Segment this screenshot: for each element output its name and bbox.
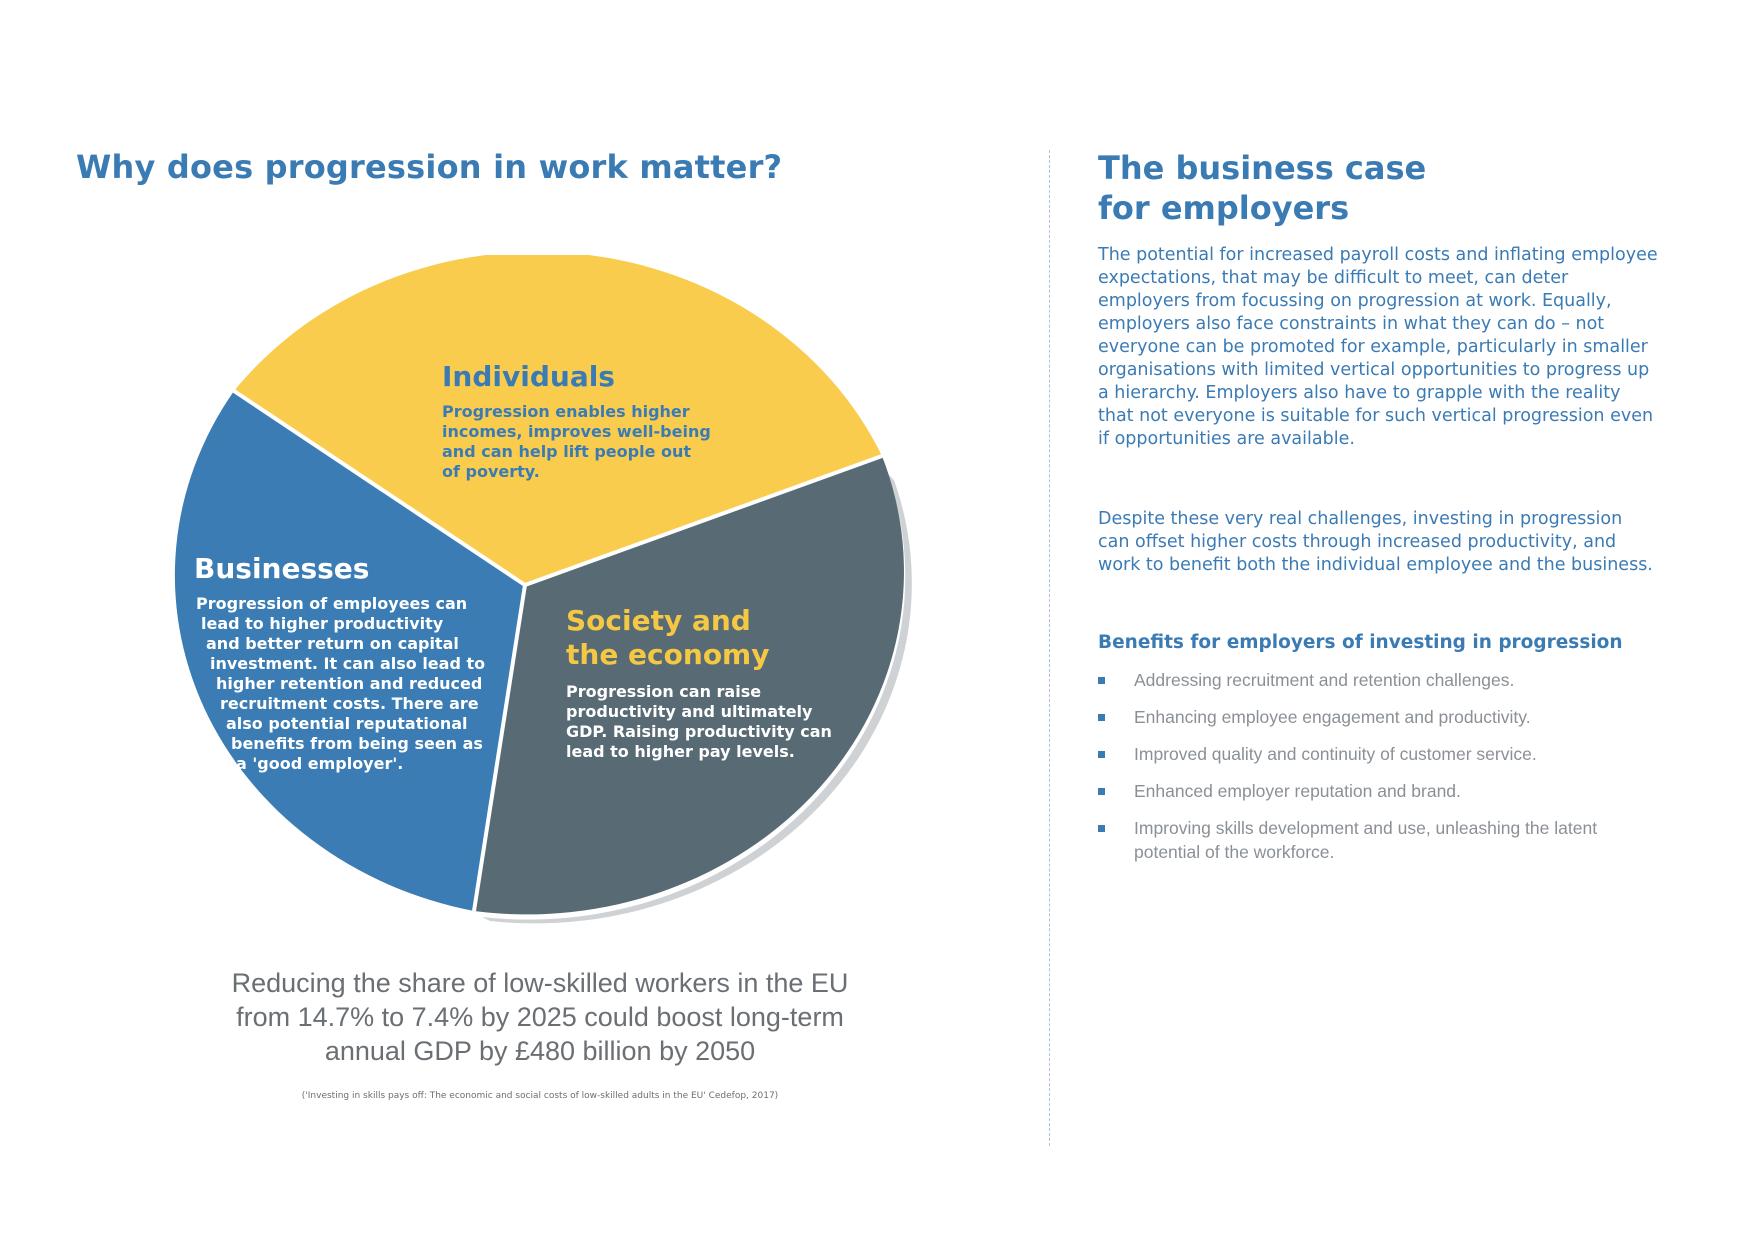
segment-body-businesses: Progression of employees can lead to higher productivity and better return on capital investment. It can also lead to higher retention and reduced recruitment costs. There are also potential reputational benefits from being seen as a 'good employer'.	[196, 594, 486, 773]
bullet-icon	[1098, 825, 1105, 832]
statistic-callout: Reducing the share of low-skilled workers in the EU from 14.7% to 7.4% by 2025 could boost long-term annual GDP by £480 billion by 2050	[231, 968, 849, 1066]
segment-businesses-text	[194, 552, 494, 774]
bullet-icon	[1098, 788, 1105, 795]
list-item: Enhanced employer reputation and brand.	[1098, 779, 1658, 803]
source-citation: ('Investing in skills pays off: The economic and social costs of low-skilled adults in the EU' Cedefop, 2017)	[301, 1091, 779, 1101]
segment-title-businesses: Businesses	[194, 552, 370, 585]
list-item: Enhancing employee engagement and productivity.	[1098, 705, 1658, 729]
page-title: Why does progression in work matter?	[76, 148, 783, 186]
list-item: Improved quality and continuity of customer service.	[1098, 742, 1658, 766]
section-title: The business case for employers	[1098, 149, 1427, 227]
paragraph-challenges: The potential for increased payroll costs and inflating employee expectations, that may be difficult to meet, can deter employers from focussing on progression at work. Equally, employers also face constraints in what they can do – not everyone can be promoted for example, particularly in smaller organisations with limited vertical opportunities to progress up a hierarchy. Employers also have to grapple with the reality that not everyone is suitable for such vertical progression even if opportunities are available.	[1098, 245, 1658, 449]
segment-individuals-text	[442, 360, 742, 482]
segment-society-text	[566, 604, 866, 762]
segment-title-individuals: Individuals	[442, 360, 615, 393]
paragraph-offset: Despite these very real challenges, investing in progression can offset higher costs through increased productivity, and work to benefit both the individual employee and the business.	[1098, 509, 1653, 575]
bullet-icon	[1098, 714, 1105, 721]
list-item: Addressing recruitment and retention challenges.	[1098, 668, 1658, 692]
benefits-heading: Benefits for employers of investing in progression	[1098, 632, 1623, 653]
segment-body-society: Progression can raise productivity and ultimately GDP. Raising productivity can lead to higher pay levels.	[566, 682, 832, 761]
bullet-icon	[1098, 677, 1105, 684]
list-item: Improving skills development and use, unleashing the latent potential of the workforce.	[1098, 816, 1658, 864]
segment-body-individuals: Progression enables higher incomes, improves well-being and can help lift people out of poverty.	[442, 402, 711, 481]
bullet-icon	[1098, 751, 1105, 758]
benefits-list	[1098, 668, 1658, 877]
column-divider	[1049, 150, 1050, 1146]
segment-title-society: Society and the economy	[566, 604, 770, 671]
